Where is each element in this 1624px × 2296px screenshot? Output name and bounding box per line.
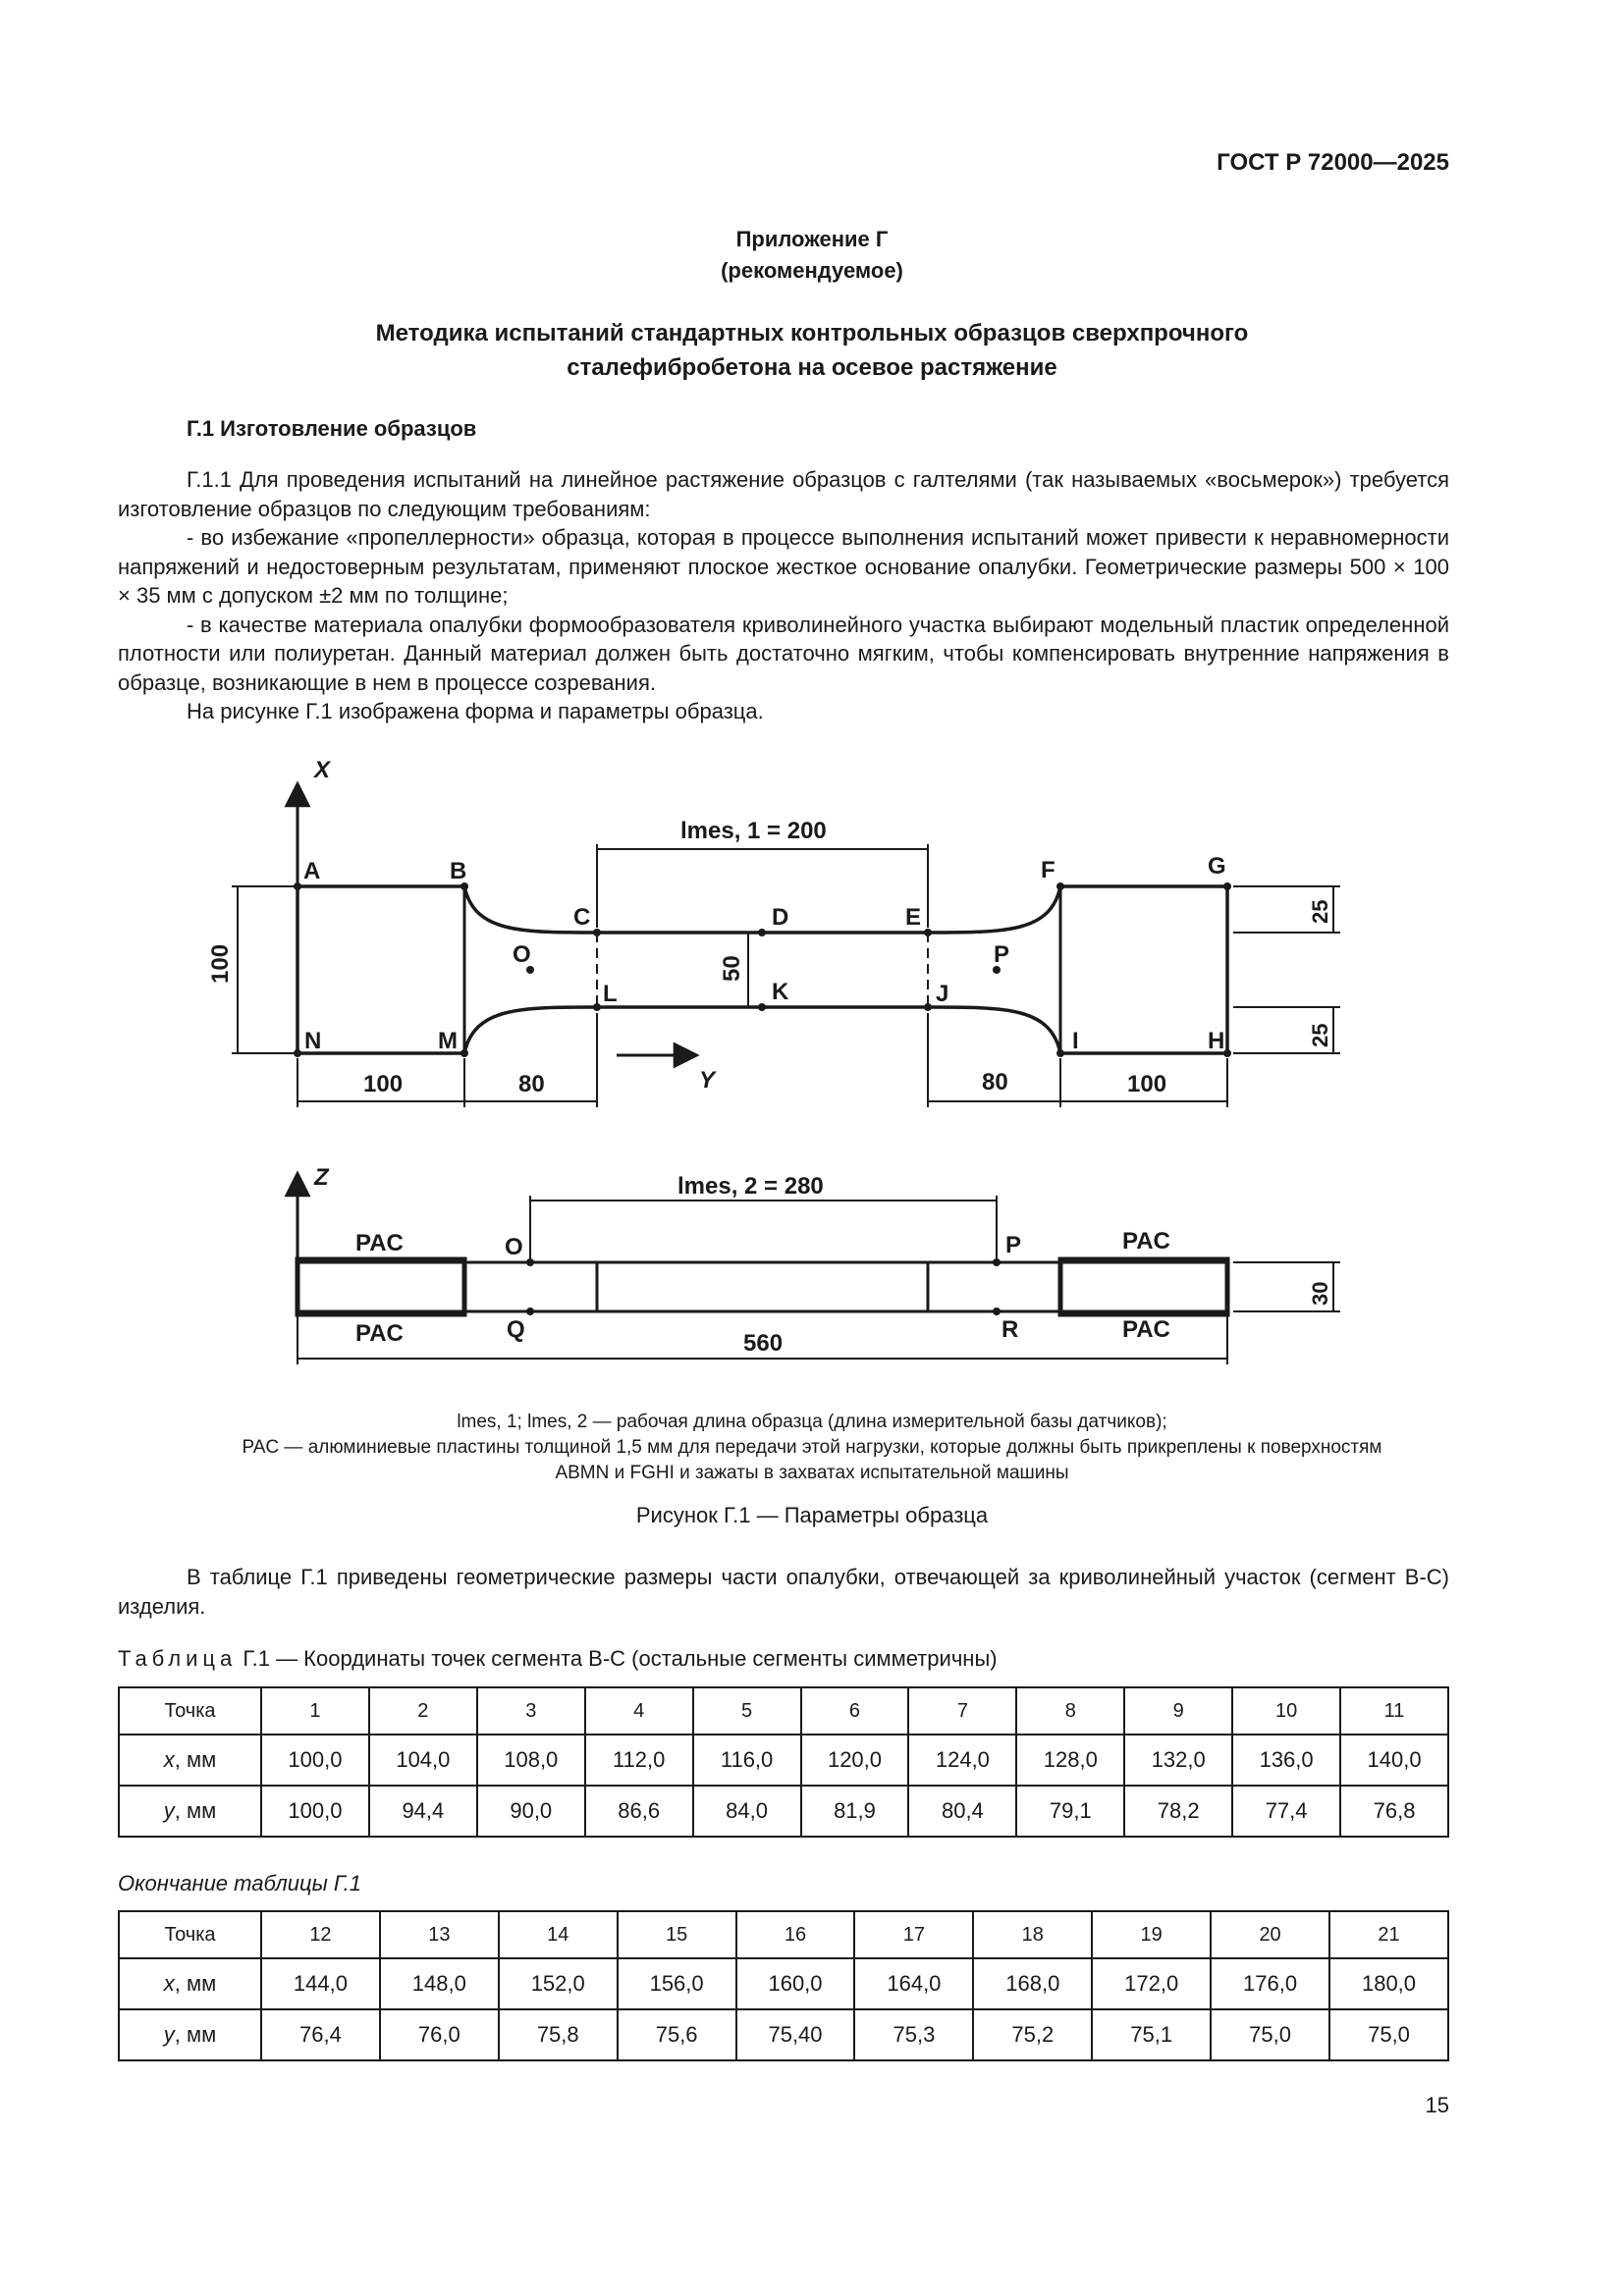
legend-line-2: PAC — алюминиевые пластины толщиной 1,5 мм для передачи этой нагрузки, которые должны быть прикреплены к поверхностям <box>242 1437 1382 1458</box>
table-title <box>118 1646 998 1672</box>
z-axis-label: Z <box>314 1164 329 1191</box>
side-point-o: O <box>505 1234 523 1260</box>
y-axis-label: Y <box>699 1067 716 1094</box>
pac-label-bottom-left: PAC <box>355 1320 404 1347</box>
table-caption: Г.1 — Координаты точек сегмента B-C (остальные сегменты симметричны) <box>237 1646 998 1671</box>
legend-line-1: lmes, 1; lmes, 2 — рабочая длина образца (длина измерительной базы датчиков); <box>457 1412 1167 1432</box>
section-heading: Г.1 Изготовление образцов <box>187 416 477 441</box>
table-continuation-label: Окончание таблицы Г.1 <box>118 1871 361 1896</box>
appendix-heading <box>0 224 1624 287</box>
pac-label-top-right: PAC <box>1122 1228 1170 1255</box>
point-label-p: P <box>994 941 1010 968</box>
point-label-k: K <box>772 979 789 1005</box>
x-axis-label: X <box>314 757 331 783</box>
point-label-j: J <box>936 981 949 1007</box>
body-text <box>118 465 1449 726</box>
appendix-label: Приложение Г <box>735 227 889 251</box>
length-560-label: 560 <box>743 1330 784 1357</box>
len-100-left-label: 100 <box>363 1071 404 1097</box>
point-label-f: F <box>1041 857 1056 883</box>
top-25-label: 25 <box>1308 899 1332 924</box>
table-row: x, мм 100,0 104,0 108,0 112,0 116,0 120,0 124,0 128,0 132,0 136,0 140,0 <box>119 1735 1448 1786</box>
lmes2-dimension <box>530 1196 997 1258</box>
table-row: Точка 12 13 14 15 16 17 18 19 20 21 <box>119 1911 1448 1958</box>
paragraph-2: - во избежание «пропеллерности» образца, которая в процессе выполнения испытаний может привести к неравномерности напряжений и недостоверным результатам, применяют плоское жесткое основание опалубки. Геометрические размеры 500 × 100 × 35 мм с допуском ±2 мм по толщине; <box>118 525 1449 608</box>
width-50-label: 50 <box>719 955 745 982</box>
pac-label-top-left: PAC <box>355 1230 404 1256</box>
len-80-left-label: 80 <box>518 1071 545 1097</box>
legend-line-3: ABMN и FGHI и зажаты в захватах испытательной машины <box>555 1463 1069 1483</box>
table-label: Таблица <box>118 1646 238 1671</box>
standard-number: ГОСТ Р 72000—2025 <box>1217 149 1449 176</box>
pac-label-bottom-right: PAC <box>1122 1316 1170 1343</box>
point-label-i: I <box>1072 1028 1079 1054</box>
side-view <box>298 1164 1340 1364</box>
row-header-x: x, мм <box>119 1735 261 1786</box>
point-label-m: M <box>438 1028 458 1054</box>
specimen-figure <box>196 756 1492 1384</box>
figure-legend <box>0 1410 1624 1486</box>
paragraph-4: На рисунке Г.1 изображена форма и параметры образца. <box>187 699 764 723</box>
table-intro <box>118 1563 1449 1621</box>
height-100-label: 100 <box>207 943 234 984</box>
table-row: y, мм 100,0 94,4 90,0 86,6 84,0 81,9 80,4 79,1 78,2 77,4 76,8 <box>119 1786 1448 1837</box>
point-label-c: C <box>573 904 591 931</box>
page-number: 15 <box>1425 2093 1449 2117</box>
table-row: y, мм 76,4 76,0 75,8 75,6 75,40 75,3 75,2 75,1 75,0 75,0 <box>119 2009 1448 2060</box>
point-label-h: H <box>1208 1028 1225 1054</box>
thickness-30-label: 30 <box>1308 1281 1332 1306</box>
side-outline <box>298 1262 1227 1311</box>
pac-plate-right <box>1060 1259 1227 1314</box>
row-header-y: y, мм <box>119 1786 261 1837</box>
side-point-r: R <box>1001 1316 1019 1343</box>
point-label-l: L <box>603 981 618 1007</box>
height-dimension <box>232 886 295 1053</box>
point-label-b: B <box>450 858 467 884</box>
document-title <box>0 316 1624 385</box>
coordinates-table-part-2 <box>118 1910 1449 2061</box>
point-label-d: D <box>772 904 789 931</box>
side-point-p: P <box>1005 1232 1022 1258</box>
point-label-e: E <box>905 904 922 931</box>
lmes1-dimension <box>597 844 928 928</box>
pac-plate-left <box>298 1259 464 1314</box>
lmes1-label: lmes, 1 = 200 <box>680 818 827 844</box>
side-point-q: Q <box>507 1316 525 1343</box>
len-80-right-label: 80 <box>982 1069 1008 1095</box>
lmes2-label: lmes, 2 = 280 <box>677 1173 824 1200</box>
figure-caption: Рисунок Г.1 — Параметры образца <box>635 1503 989 1527</box>
table-intro-text: В таблице Г.1 приведены геометрические размеры части опалубки, отвечающей за криволинейный участок (сегмент B-C) изделия. <box>118 1565 1449 1619</box>
len-100-right-label: 100 <box>1127 1071 1167 1097</box>
row-header-x: x, мм <box>119 1958 261 2009</box>
row-header-y: y, мм <box>119 2009 261 2060</box>
title-line-2: сталефибробетона на осевое растяжение <box>567 354 1057 381</box>
paragraph-1: Г.1.1 Для проведения испытаний на линейное растяжение образцов с галтелями (так называемых «восьмерок») требуется изготовление образцов по следующим требованиям: <box>118 467 1449 521</box>
row-header-point: Точка <box>119 1687 261 1735</box>
paragraph-3: - в качестве материала опалубки формообразователя криволинейного участка выбирают модельный пластик определенной плотности или полиуретан. Данный материал должен быть достаточно мягким, чтобы компенсировать внутренние напряжения в образце, возникающие в нем в процессе созревания. <box>118 612 1449 695</box>
point-label-a: A <box>303 858 321 884</box>
row-header-point: Точка <box>119 1911 261 1958</box>
appendix-type: (рекомендуемое) <box>721 258 903 283</box>
coordinates-table-part-1 <box>118 1686 1449 1838</box>
title-line-1: Методика испытаний стандартных контрольных образцов сверхпрочного <box>375 320 1249 347</box>
point-label-o: O <box>513 941 531 968</box>
plan-view <box>207 757 1340 1107</box>
bottom-25-label: 25 <box>1308 1023 1332 1047</box>
point-label-g: G <box>1208 853 1226 880</box>
table-row: x, мм 144,0 148,0 152,0 156,0 160,0 164,0 168,0 172,0 176,0 180,0 <box>119 1958 1448 2009</box>
point-label-n: N <box>304 1028 322 1054</box>
table-row: Точка 1 2 3 4 5 6 7 8 9 10 11 <box>119 1687 1448 1735</box>
plan-points <box>294 882 1231 1057</box>
